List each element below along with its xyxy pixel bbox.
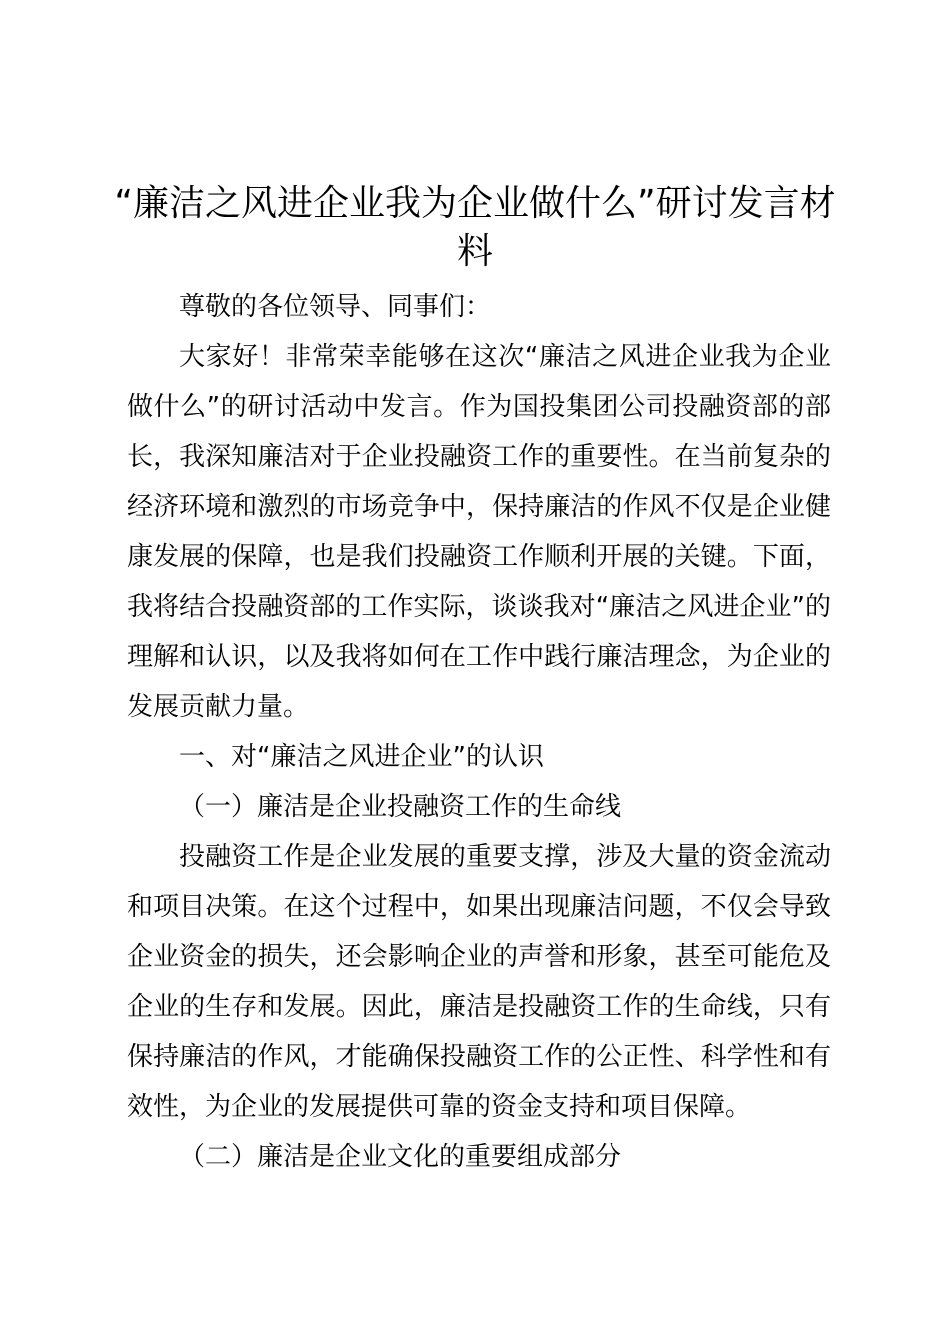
salutation: 尊敬的各位领导、同事们：	[179, 292, 492, 322]
paragraph-intro: 大家好！非常荣幸能够在这次“廉洁之风进企业我为企业做什么”的研讨活动中发言。作为国投集团公司投融资部的部长，我深知廉洁对于企业投融资工作的重要性。在当前复杂的经济环境和激烈的市场竞争中，保持廉洁的作风不仅是企业健康发展的保障，也是我们投融资工作顺利开展的关键。下面，我将结合投融资部的工作实际，谈谈我对“廉洁之风进企业”的理解和认识，以及我将如何在工作中践行廉洁理念，为企业的发展贡献力量。	[127, 342, 831, 722]
document-title: “廉洁之风进企业我为企业做什么”研讨发言材料	[114, 183, 836, 272]
document-body	[127, 282, 831, 1182]
paragraph-lifeline: 投融资工作是企业发展的重要支撑，涉及大量的资金流动和项目决策。在这个过程中，如果出现廉洁问题，不仅会导致企业资金的损失，还会影响企业的声誉和形象，甚至可能危及企业的生存和发展。因此，廉洁是投融资工作的生命线，只有保持廉洁的作风，才能确保投融资工作的公正性、科学性和有效性，为企业的发展提供可靠的资金支持和项目保障。	[127, 842, 831, 1122]
subsection-heading-1: （一）廉洁是企业投融资工作的生命线	[179, 792, 622, 822]
subsection-heading-2: （二）廉洁是企业文化的重要组成部分	[179, 1142, 622, 1172]
section-heading-1: 一、对“廉洁之风进企业”的认识	[179, 742, 544, 772]
